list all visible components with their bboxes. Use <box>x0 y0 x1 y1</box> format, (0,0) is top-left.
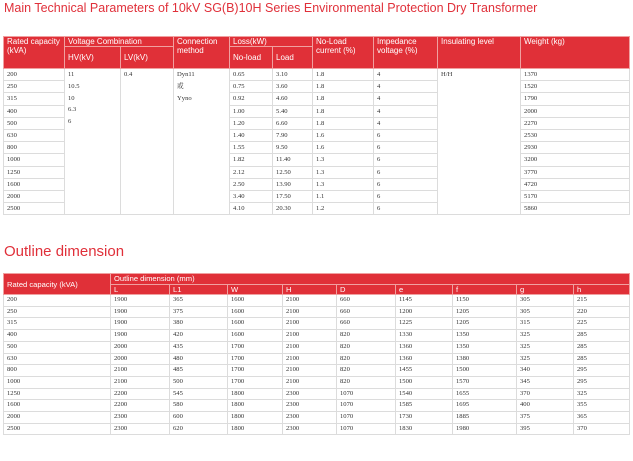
table-row <box>4 423 630 435</box>
cell-rated-capacity: 630 <box>4 353 111 365</box>
cell-dim-e: 1330 <box>396 330 453 342</box>
cell-dim-w: 1800 <box>228 388 283 400</box>
cell-dim-h: 2100 <box>283 330 337 342</box>
cell-dim-f: 1205 <box>453 318 517 330</box>
cell-impedance-voltage: 4 <box>374 69 438 81</box>
cell-impedance-voltage: 6 <box>374 166 438 178</box>
cell-dim-h: 220 <box>574 306 630 318</box>
cell-rated-capacity: 250 <box>4 306 111 318</box>
cell-rated-capacity: 2500 <box>4 423 111 435</box>
header-rated-capacity: Rated capacity (kVA) <box>4 37 65 69</box>
hv-voltage-value: 10.5 <box>68 82 80 90</box>
cell-weight: 2270 <box>521 117 630 129</box>
cell-dim-g: 305 <box>517 306 574 318</box>
table-row <box>4 353 630 365</box>
header-impedance-voltage: Impedance voltage (%) <box>374 37 438 69</box>
cell-dim-d: 660 <box>337 306 396 318</box>
cell-dim-d: 660 <box>337 295 396 307</box>
cell-dim-h: 2100 <box>283 306 337 318</box>
cell-rated-capacity: 250 <box>4 81 65 93</box>
cell-rated-capacity: 400 <box>4 105 65 117</box>
cell-dim-l: 2100 <box>111 376 170 388</box>
cell-rated-capacity: 1250 <box>4 388 111 400</box>
cell-impedance-voltage: 6 <box>374 130 438 142</box>
cell-dim-w: 1800 <box>228 423 283 435</box>
cell-lv-voltage: 0.4 <box>121 69 174 215</box>
cell-no-load-current: 1.3 <box>313 166 374 178</box>
cell-weight: 1520 <box>521 81 630 93</box>
cell-load-loss: 3.10 <box>273 69 313 81</box>
table-row <box>4 318 630 330</box>
cell-no-load-current: 1.8 <box>313 117 374 129</box>
cell-dim-f: 1380 <box>453 353 517 365</box>
cell-dim-l1: 620 <box>170 423 228 435</box>
cell-dim-l1: 545 <box>170 388 228 400</box>
outline-dimension-body <box>4 295 630 435</box>
cell-no-load-current: 1.3 <box>313 154 374 166</box>
cell-no-load-loss: 4.10 <box>230 203 273 215</box>
cell-dim-d: 820 <box>337 365 396 377</box>
cell-dim-h: 365 <box>574 412 630 424</box>
cell-weight: 3200 <box>521 154 630 166</box>
cell-dim-d: 820 <box>337 376 396 388</box>
cell-dim-g: 340 <box>517 365 574 377</box>
cell-load-loss: 5.40 <box>273 105 313 117</box>
cell-rated-capacity: 500 <box>4 117 65 129</box>
cell-no-load-current: 1.6 <box>313 142 374 154</box>
cell-dim-h: 2300 <box>283 412 337 424</box>
cell-dim-f: 1350 <box>453 341 517 353</box>
cell-no-load-loss: 3.40 <box>230 191 273 203</box>
cell-rated-capacity: 500 <box>4 341 111 353</box>
cell-dim-l1: 485 <box>170 365 228 377</box>
cell-weight: 1370 <box>521 69 630 81</box>
header-dim-e: e <box>396 285 453 295</box>
header-weight: Weight (kg) <box>521 37 630 69</box>
cell-dim-d: 1070 <box>337 388 396 400</box>
cell-dim-e: 1200 <box>396 306 453 318</box>
cell-rated-capacity: 800 <box>4 365 111 377</box>
header-dim-f: f <box>453 285 517 295</box>
cell-impedance-voltage: 6 <box>374 154 438 166</box>
cell-load-loss: 3.60 <box>273 81 313 93</box>
cell-dim-h: 225 <box>574 318 630 330</box>
cell-weight: 3770 <box>521 166 630 178</box>
cell-rated-capacity: 1000 <box>4 154 65 166</box>
cell-dim-h: 2100 <box>283 353 337 365</box>
cell-dim-h: 2300 <box>283 400 337 412</box>
header-connection-method: Connection method <box>174 37 230 69</box>
cell-dim-l1: 420 <box>170 330 228 342</box>
cell-connection-method <box>174 69 230 215</box>
cell-weight: 5170 <box>521 191 630 203</box>
header-dim-h: h <box>574 285 630 295</box>
cell-no-load-loss: 2.50 <box>230 178 273 190</box>
cell-dim-e: 1500 <box>396 376 453 388</box>
hv-voltage-value: 10 <box>68 94 75 102</box>
cell-no-load-current: 1.8 <box>313 69 374 81</box>
cell-dim-d: 820 <box>337 353 396 365</box>
hv-voltage-value: 11 <box>68 71 75 78</box>
cell-dim-l1: 580 <box>170 400 228 412</box>
table-row <box>4 365 630 377</box>
cell-weight: 4720 <box>521 178 630 190</box>
cell-dim-h: 2100 <box>283 376 337 388</box>
hv-voltage-value: 6 <box>68 118 72 126</box>
table-row <box>4 306 630 318</box>
cell-dim-w: 1700 <box>228 353 283 365</box>
technical-parameters-table <box>3 36 630 215</box>
table-row <box>4 412 630 424</box>
cell-no-load-loss: 1.40 <box>230 130 273 142</box>
header-dim-d: D <box>337 285 396 295</box>
cell-rated-capacity: 630 <box>4 130 65 142</box>
connection-method-value: 或 <box>177 82 184 90</box>
cell-rated-capacity: 1000 <box>4 376 111 388</box>
cell-rated-capacity: 2500 <box>4 203 65 215</box>
cell-weight: 2000 <box>521 105 630 117</box>
cell-rated-capacity: 2000 <box>4 412 111 424</box>
table-row <box>4 69 630 81</box>
header-load: Load <box>273 47 313 69</box>
cell-dim-d: 820 <box>337 341 396 353</box>
cell-dim-h: 215 <box>574 295 630 307</box>
cell-dim-d: 1070 <box>337 423 396 435</box>
cell-hv-voltages <box>65 69 121 215</box>
cell-no-load-current: 1.1 <box>313 191 374 203</box>
cell-load-loss: 20.30 <box>273 203 313 215</box>
header-no-load-current: No-Load current (%) <box>313 37 374 69</box>
cell-dim-e: 1540 <box>396 388 453 400</box>
cell-dim-l: 1900 <box>111 318 170 330</box>
cell-dim-h: 355 <box>574 400 630 412</box>
cell-dim-e: 1145 <box>396 295 453 307</box>
cell-dim-g: 395 <box>517 423 574 435</box>
cell-rated-capacity: 800 <box>4 142 65 154</box>
cell-dim-h: 295 <box>574 376 630 388</box>
cell-dim-e: 1830 <box>396 423 453 435</box>
header-dim-g: g <box>517 285 574 295</box>
table-row <box>4 330 630 342</box>
cell-dim-l: 2100 <box>111 365 170 377</box>
cell-impedance-voltage: 6 <box>374 178 438 190</box>
cell-no-load-loss: 1.82 <box>230 154 273 166</box>
cell-load-loss: 7.90 <box>273 130 313 142</box>
cell-dim-l1: 365 <box>170 295 228 307</box>
cell-load-loss: 6.60 <box>273 117 313 129</box>
cell-no-load-current: 1.6 <box>313 130 374 142</box>
cell-no-load-loss: 0.75 <box>230 81 273 93</box>
cell-no-load-loss: 0.65 <box>230 69 273 81</box>
outline-dimension-table <box>3 273 630 435</box>
cell-rated-capacity: 315 <box>4 93 65 105</box>
cell-impedance-voltage: 6 <box>374 191 438 203</box>
cell-impedance-voltage: 4 <box>374 93 438 105</box>
connection-method-value: Yyno <box>177 94 192 102</box>
cell-no-load-loss: 0.92 <box>230 93 273 105</box>
cell-weight: 5860 <box>521 203 630 215</box>
cell-dim-g: 400 <box>517 400 574 412</box>
cell-dim-l: 1900 <box>111 295 170 307</box>
cell-dim-g: 315 <box>517 318 574 330</box>
cell-impedance-voltage: 4 <box>374 117 438 129</box>
page-title: Main Technical Parameters of 10kV SG(B)10H Series Environmental Protection Dry Transformer <box>4 1 538 15</box>
cell-rated-capacity: 2000 <box>4 191 65 203</box>
cell-dim-h: 2100 <box>283 295 337 307</box>
header-dim-w: W <box>228 285 283 295</box>
cell-dim-l: 2300 <box>111 412 170 424</box>
cell-dim-g: 375 <box>517 412 574 424</box>
cell-dim-g: 325 <box>517 341 574 353</box>
cell-dim-h: 2300 <box>283 388 337 400</box>
cell-dim-l1: 500 <box>170 376 228 388</box>
header-outline-dimension: Outline dimension (mm) <box>111 274 630 285</box>
cell-no-load-current: 1.8 <box>313 81 374 93</box>
cell-dim-g: 370 <box>517 388 574 400</box>
cell-dim-h: 285 <box>574 330 630 342</box>
cell-weight: 1790 <box>521 93 630 105</box>
section-title-outline-dimension: Outline dimension <box>4 243 125 260</box>
cell-rated-capacity: 200 <box>4 295 111 307</box>
cell-dim-f: 1500 <box>453 365 517 377</box>
cell-dim-l1: 380 <box>170 318 228 330</box>
cell-load-loss: 11.40 <box>273 154 313 166</box>
cell-dim-f: 1980 <box>453 423 517 435</box>
cell-dim-l: 2300 <box>111 423 170 435</box>
cell-dim-h: 2100 <box>283 318 337 330</box>
cell-dim-f: 1150 <box>453 295 517 307</box>
table-row <box>4 295 630 307</box>
cell-dim-h: 285 <box>574 341 630 353</box>
cell-dim-d: 1070 <box>337 412 396 424</box>
cell-dim-l: 2200 <box>111 400 170 412</box>
cell-dim-l1: 480 <box>170 353 228 365</box>
cell-dim-w: 1700 <box>228 341 283 353</box>
cell-rated-capacity: 1600 <box>4 178 65 190</box>
cell-dim-e: 1360 <box>396 341 453 353</box>
cell-impedance-voltage: 4 <box>374 81 438 93</box>
cell-dim-g: 345 <box>517 376 574 388</box>
cell-dim-g: 325 <box>517 353 574 365</box>
cell-dim-l: 1900 <box>111 330 170 342</box>
cell-rated-capacity: 200 <box>4 69 65 81</box>
cell-dim-f: 1655 <box>453 388 517 400</box>
table-row <box>4 400 630 412</box>
cell-no-load-current: 1.3 <box>313 178 374 190</box>
cell-dim-f: 1205 <box>453 306 517 318</box>
hv-voltage-value: 6.3 <box>68 106 77 114</box>
cell-dim-w: 1800 <box>228 400 283 412</box>
cell-dim-f: 1570 <box>453 376 517 388</box>
header-dim-h: H <box>283 285 337 295</box>
header-hv: HV(kV) <box>65 47 121 69</box>
cell-no-load-loss: 2.12 <box>230 166 273 178</box>
header-dim-l: L <box>111 285 170 295</box>
cell-load-loss: 4.60 <box>273 93 313 105</box>
header-rated-capacity: Rated capacity (kVA) <box>4 274 111 295</box>
cell-dim-g: 305 <box>517 295 574 307</box>
cell-dim-e: 1225 <box>396 318 453 330</box>
header-lv: LV(kV) <box>121 47 174 69</box>
cell-dim-w: 1700 <box>228 376 283 388</box>
cell-dim-h: 295 <box>574 365 630 377</box>
cell-dim-l: 2200 <box>111 388 170 400</box>
cell-no-load-current: 1.8 <box>313 93 374 105</box>
cell-dim-f: 1350 <box>453 330 517 342</box>
cell-dim-g: 325 <box>517 330 574 342</box>
cell-load-loss: 9.50 <box>273 142 313 154</box>
cell-weight: 2930 <box>521 142 630 154</box>
header-insulating-level: Insulating level <box>438 37 521 69</box>
cell-impedance-voltage: 6 <box>374 142 438 154</box>
cell-dim-w: 1600 <box>228 330 283 342</box>
cell-no-load-loss: 1.55 <box>230 142 273 154</box>
cell-dim-h: 2100 <box>283 365 337 377</box>
cell-no-load-current: 1.8 <box>313 105 374 117</box>
cell-dim-l: 2000 <box>111 341 170 353</box>
cell-dim-w: 1700 <box>228 365 283 377</box>
technical-parameters-body <box>4 69 630 215</box>
cell-impedance-voltage: 6 <box>374 203 438 215</box>
cell-dim-l1: 600 <box>170 412 228 424</box>
cell-dim-w: 1800 <box>228 412 283 424</box>
cell-no-load-current: 1.2 <box>313 203 374 215</box>
cell-dim-e: 1730 <box>396 412 453 424</box>
cell-dim-l: 1900 <box>111 306 170 318</box>
cell-load-loss: 13.90 <box>273 178 313 190</box>
cell-dim-w: 1600 <box>228 306 283 318</box>
cell-dim-e: 1455 <box>396 365 453 377</box>
cell-dim-l1: 375 <box>170 306 228 318</box>
cell-dim-d: 660 <box>337 318 396 330</box>
table-row <box>4 388 630 400</box>
cell-load-loss: 12.50 <box>273 166 313 178</box>
cell-dim-h: 370 <box>574 423 630 435</box>
cell-insulating-level: H/H <box>438 69 521 215</box>
header-dim-l1: L1 <box>170 285 228 295</box>
cell-dim-h: 2300 <box>283 423 337 435</box>
cell-dim-h: 325 <box>574 388 630 400</box>
cell-dim-d: 1070 <box>337 400 396 412</box>
cell-dim-w: 1600 <box>228 295 283 307</box>
cell-no-load-loss: 1.20 <box>230 117 273 129</box>
cell-rated-capacity: 1600 <box>4 400 111 412</box>
cell-impedance-voltage: 4 <box>374 105 438 117</box>
cell-dim-d: 820 <box>337 330 396 342</box>
cell-rated-capacity: 400 <box>4 330 111 342</box>
cell-dim-f: 1885 <box>453 412 517 424</box>
cell-dim-l1: 435 <box>170 341 228 353</box>
cell-dim-w: 1600 <box>228 318 283 330</box>
table-row <box>4 376 630 388</box>
cell-load-loss: 17.50 <box>273 191 313 203</box>
header-voltage-combination: Voltage Combination <box>65 37 174 47</box>
cell-dim-e: 1360 <box>396 353 453 365</box>
cell-weight: 2530 <box>521 130 630 142</box>
cell-dim-e: 1585 <box>396 400 453 412</box>
cell-dim-f: 1695 <box>453 400 517 412</box>
header-loss: Loss(kW) <box>230 37 313 47</box>
cell-rated-capacity: 315 <box>4 318 111 330</box>
cell-rated-capacity: 1250 <box>4 166 65 178</box>
cell-no-load-loss: 1.00 <box>230 105 273 117</box>
cell-dim-h: 2100 <box>283 341 337 353</box>
cell-dim-l: 2000 <box>111 353 170 365</box>
cell-dim-h: 285 <box>574 353 630 365</box>
header-no-load: No-load <box>230 47 273 69</box>
table-row <box>4 341 630 353</box>
connection-method-value: Dyn11 <box>177 71 195 78</box>
